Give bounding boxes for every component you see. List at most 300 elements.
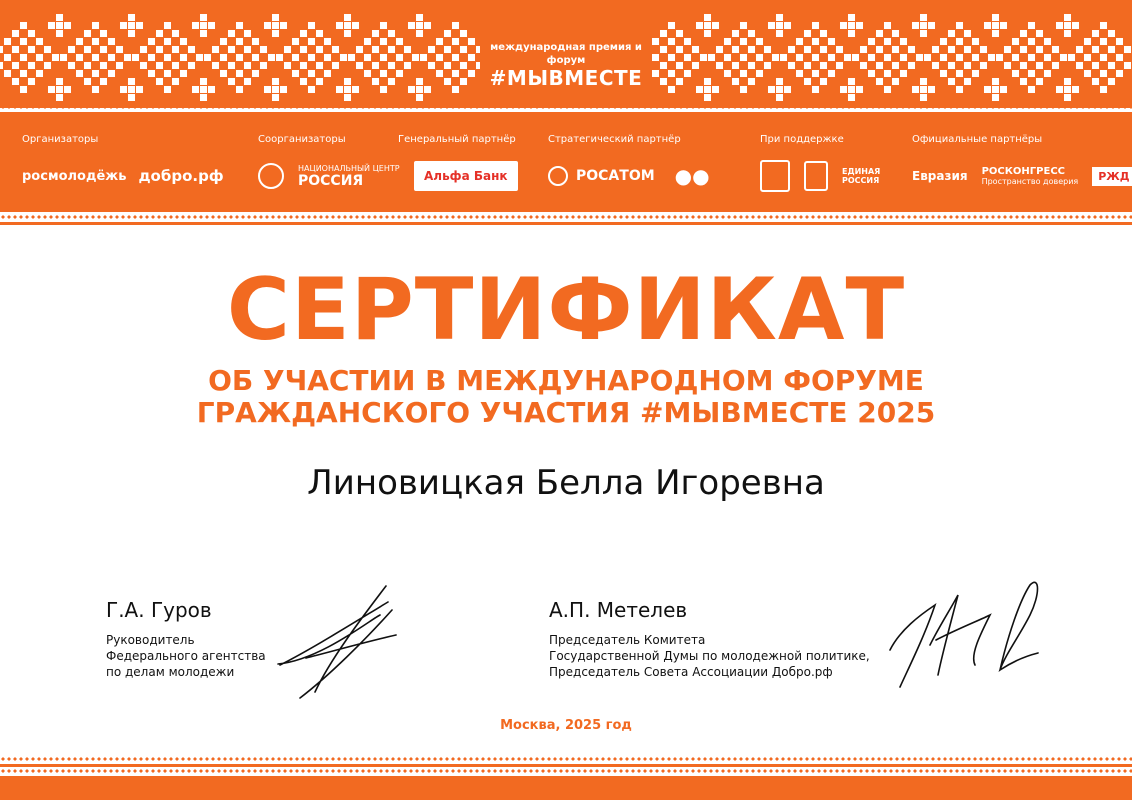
ornament-cell xyxy=(924,54,931,61)
brand-title: #МЫВМЕСТЕ xyxy=(489,66,643,90)
ornament-cell xyxy=(984,86,991,93)
ornament-cell xyxy=(308,86,315,93)
ornament-cell xyxy=(804,62,811,69)
ornament-cell xyxy=(36,70,43,77)
ornament-cell xyxy=(704,94,711,101)
ornament-cell xyxy=(180,54,187,61)
ornament-cell xyxy=(996,54,1003,61)
ornament-cell xyxy=(1012,38,1019,45)
ornament-cell xyxy=(912,86,919,93)
ornament-cell xyxy=(836,62,843,69)
ornament-cell xyxy=(172,62,179,69)
ornament-cell xyxy=(912,22,919,29)
ornament-cell xyxy=(416,78,423,85)
ornament-cell xyxy=(140,62,147,69)
ornament-cell xyxy=(300,62,307,69)
ornament-cell xyxy=(652,54,659,61)
middle-dot-strip xyxy=(0,214,1132,220)
ornament-cell xyxy=(948,78,955,85)
ornament-cell xyxy=(76,38,83,45)
ornament-cell xyxy=(1036,78,1043,85)
ornament-cell xyxy=(696,86,703,93)
ornament-cell xyxy=(284,62,291,69)
ornament-cell xyxy=(1108,62,1115,69)
ornament-cell xyxy=(992,22,999,29)
ornament-cell xyxy=(1084,70,1091,77)
ornament-cell xyxy=(316,46,323,53)
ornament-cell xyxy=(788,62,795,69)
ornament-cell xyxy=(776,30,783,37)
ornament-cell xyxy=(1076,46,1083,53)
ornament-cell xyxy=(344,22,351,29)
ornament-cell xyxy=(676,62,683,69)
ornament-cell xyxy=(404,62,411,69)
ornament-cell xyxy=(1036,46,1043,53)
ornament-cell xyxy=(380,70,387,77)
signer-right-name: А.П. Метелев xyxy=(549,598,688,622)
ornament-cell xyxy=(372,62,379,69)
ornament-cell xyxy=(668,70,675,77)
ornament-cell xyxy=(280,22,287,29)
ornament-cell xyxy=(408,22,415,29)
ornament-cell xyxy=(356,46,363,53)
signer-left-role-line: по делам молодежи xyxy=(106,665,235,679)
ornament-cell xyxy=(972,70,979,77)
ornament-cell xyxy=(416,94,423,101)
ornament-cell xyxy=(908,62,915,69)
ornament-cell xyxy=(344,78,351,85)
ornament-cell xyxy=(956,70,963,77)
ornament-cell xyxy=(928,22,935,29)
ornament-cell xyxy=(452,38,459,45)
national-center-label: НАЦИОНАЛЬНЫЙ ЦЕНТР xyxy=(298,163,400,173)
russia-label: РОССИЯ xyxy=(298,172,364,189)
ornament-cell xyxy=(984,22,991,29)
ornament-cell xyxy=(1100,86,1107,93)
ornament-cell xyxy=(92,54,99,61)
ornament-cell xyxy=(348,54,355,61)
ornament-cell xyxy=(28,30,35,37)
ornament-cell xyxy=(468,70,475,77)
ornament-cell xyxy=(1036,62,1043,69)
ornament-cell xyxy=(332,46,339,53)
dobro-rf-logo: добро.рф xyxy=(138,167,224,185)
ornament-cell xyxy=(956,38,963,45)
ornament-cell xyxy=(1004,62,1011,69)
ornament-cell xyxy=(208,22,215,29)
ornament-cell xyxy=(1012,54,1019,61)
ornament-cell xyxy=(884,86,891,93)
ornament-cell xyxy=(424,86,431,93)
ornament-cell xyxy=(1004,46,1011,53)
ornament-cell xyxy=(1064,22,1071,29)
ornament-cell xyxy=(992,30,999,37)
ornament-cell xyxy=(916,54,923,61)
ornament-cell xyxy=(128,14,135,21)
ornament-cell xyxy=(1000,86,1007,93)
ornament-cell xyxy=(956,54,963,61)
ornament-cell xyxy=(264,22,271,29)
ornament-cell xyxy=(1084,38,1091,45)
ornament-cell xyxy=(236,70,243,77)
ornament-cell xyxy=(756,54,763,61)
united-russia-logo: ЕДИНАЯ РОССИЯ xyxy=(842,167,881,185)
ornament-cell xyxy=(260,62,267,69)
ornament-cell xyxy=(344,14,351,21)
ornament-cell xyxy=(860,62,867,69)
ornament-cell xyxy=(352,86,359,93)
ornament-cell xyxy=(28,46,35,53)
ornament-cell xyxy=(940,38,947,45)
ornament-cell xyxy=(668,38,675,45)
ornament-cell xyxy=(380,86,387,93)
ornament-cell xyxy=(108,38,115,45)
ornament-cell xyxy=(44,62,51,69)
ornament-cell xyxy=(396,38,403,45)
ornament-cell xyxy=(200,14,207,21)
ornament-cell xyxy=(364,38,371,45)
ornament-cell xyxy=(740,86,747,93)
ornament-cell xyxy=(56,14,63,21)
ornament-cell xyxy=(756,70,763,77)
ornament-cell xyxy=(20,86,27,93)
ornament-cell xyxy=(920,78,927,85)
ornament-cell xyxy=(748,62,755,69)
certificate-title: СЕРТИФИКАТ xyxy=(226,260,906,360)
ornament-cell xyxy=(324,38,331,45)
ornament-cell xyxy=(0,46,3,53)
official-partners-title: Официальные партнёры xyxy=(912,134,1043,145)
ornament-cell xyxy=(4,70,11,77)
ornament-cell xyxy=(228,30,235,37)
ornament-cell xyxy=(404,46,411,53)
ornament-cell xyxy=(76,70,83,77)
ornament-cell xyxy=(460,78,467,85)
ornament-cell xyxy=(132,54,139,61)
ornament-cell xyxy=(344,86,351,93)
ornament-cell xyxy=(396,54,403,61)
ornament-cell xyxy=(140,46,147,53)
ornament-cell xyxy=(292,54,299,61)
ornament-cell xyxy=(776,94,783,101)
ornament-cell xyxy=(172,46,179,53)
ornament-cell xyxy=(76,54,83,61)
ornament-cell xyxy=(324,54,331,61)
ornament-cell xyxy=(1092,30,1099,37)
ornament-cell xyxy=(1028,22,1035,29)
ornament-cell xyxy=(1124,62,1131,69)
ornament-cell xyxy=(220,38,227,45)
ornament-cell xyxy=(164,54,171,61)
ornament-cell xyxy=(56,78,63,85)
ornament-cell xyxy=(1100,22,1107,29)
ornament-cell xyxy=(668,54,675,61)
ornament-cell xyxy=(92,38,99,45)
ornament-cell xyxy=(308,54,315,61)
ornament-cell xyxy=(68,46,75,53)
ornament-cell xyxy=(748,30,755,37)
support-title: При поддержке xyxy=(760,134,844,145)
ornament-cell xyxy=(828,54,835,61)
ornament-cell xyxy=(876,62,883,69)
ornament-cell xyxy=(332,62,339,69)
ornament-cell xyxy=(848,30,855,37)
ornament-cell xyxy=(1012,70,1019,77)
bottom-band xyxy=(0,776,1132,800)
general-partner-title: Генеральный партнёр xyxy=(398,134,516,145)
hse-emblem-icon xyxy=(258,163,284,189)
ornament-cell xyxy=(416,22,423,29)
ornament-cell xyxy=(788,46,795,53)
ornament-cell xyxy=(780,54,787,61)
signer-left-name: Г.А. Гуров xyxy=(106,598,212,622)
ornament-cell xyxy=(1068,54,1075,61)
ornament-cell xyxy=(1028,70,1035,77)
rosatom-icon xyxy=(548,166,568,186)
ornament-cell xyxy=(228,62,235,69)
ornament-cell xyxy=(388,30,395,37)
ornament-cell xyxy=(740,38,747,45)
ornament-cell xyxy=(56,22,63,29)
ornament-cell xyxy=(352,22,359,29)
ornament-cell xyxy=(48,22,55,29)
city-year: Москва, 2025 год xyxy=(500,718,632,733)
ornament-cell xyxy=(292,70,299,77)
ornament-cell xyxy=(712,86,719,93)
ornament-cell xyxy=(820,30,827,37)
ornament-cell xyxy=(908,46,915,53)
rosmolodezh-logo: росмолодёжь xyxy=(22,168,127,184)
ornament-cell xyxy=(804,46,811,53)
ornament-cell xyxy=(892,30,899,37)
ornament-cell xyxy=(868,54,875,61)
ornament-cell xyxy=(136,86,143,93)
ornament-cell xyxy=(660,46,667,53)
eurasia-logo: Евразия xyxy=(912,169,968,183)
roscongress-logo xyxy=(982,166,1079,186)
ornament-cell xyxy=(772,54,779,61)
ornament-cell xyxy=(1064,86,1071,93)
ornament-cell xyxy=(272,86,279,93)
ornament-cell xyxy=(276,54,283,61)
ornament-cell xyxy=(812,86,819,93)
ornament-cell xyxy=(380,22,387,29)
signature-right xyxy=(880,575,1050,695)
ornament-cell xyxy=(444,78,451,85)
ornament-cell xyxy=(124,54,131,61)
ornament-cell xyxy=(776,14,783,21)
ornament-cell xyxy=(732,62,739,69)
ornament-cell xyxy=(1100,38,1107,45)
ornament-cell xyxy=(4,38,11,45)
ornament-cell xyxy=(236,86,243,93)
ornament-cell xyxy=(452,86,459,93)
recipient-name: Линовицкая Белла Игоревна xyxy=(307,463,825,503)
ornament-cell xyxy=(1044,54,1051,61)
ornament-cell xyxy=(272,30,279,37)
ornament-cell xyxy=(992,78,999,85)
ornament-cell xyxy=(932,46,939,53)
organizers-title: Организаторы xyxy=(22,134,99,145)
ornament-cell xyxy=(164,70,171,77)
ornament-cell xyxy=(316,62,323,69)
ornament-cell xyxy=(452,54,459,61)
ornament-cell xyxy=(364,54,371,61)
ornament-cell xyxy=(128,22,135,29)
ornament-cell xyxy=(272,14,279,21)
ornament-cell xyxy=(428,62,435,69)
ornament-cell xyxy=(128,94,135,101)
ornament-cell xyxy=(408,86,415,93)
ornament-cell xyxy=(892,78,899,85)
ornament-cell xyxy=(84,46,91,53)
ornament-cell xyxy=(236,54,243,61)
ornament-cell xyxy=(380,38,387,45)
ornament-cell xyxy=(20,38,27,45)
ornament-cell xyxy=(708,54,715,61)
ornament-cell xyxy=(860,46,867,53)
ornament-cell xyxy=(776,22,783,29)
ornament-cell xyxy=(308,38,315,45)
ornament-cell xyxy=(828,38,835,45)
ornament-cell xyxy=(444,30,451,37)
signer-left-role-line: Федерального агентства xyxy=(106,649,266,663)
ornament-cell xyxy=(884,54,891,61)
ornament-cell xyxy=(920,22,927,29)
ornament-cell xyxy=(340,54,347,61)
russia-coat-of-arms-icon xyxy=(760,160,790,192)
ornament-cell xyxy=(920,14,927,21)
ornament-cell xyxy=(964,46,971,53)
ornament-cell xyxy=(56,86,63,93)
ornament-cell xyxy=(444,46,451,53)
ornament-cell xyxy=(848,94,855,101)
ornament-cell xyxy=(372,46,379,53)
ornament-cell xyxy=(1108,46,1115,53)
ornament-cell xyxy=(704,78,711,85)
ornament-cell xyxy=(460,62,467,69)
ornament-cell xyxy=(1076,62,1083,69)
ornament-cell xyxy=(252,38,259,45)
ornament-cell xyxy=(364,70,371,77)
ornament-cell xyxy=(724,54,731,61)
ornament-cell xyxy=(424,22,431,29)
ornament-cell xyxy=(1100,70,1107,77)
ornament-cell xyxy=(128,30,135,37)
ornament-cell xyxy=(12,62,19,69)
ornament-cell xyxy=(1064,78,1071,85)
ornament-cell xyxy=(828,70,835,77)
ornament-cell xyxy=(308,22,315,29)
bottom-dot-strip-2 xyxy=(0,768,1132,774)
ornament-cell xyxy=(768,22,775,29)
ornament-cell xyxy=(252,54,259,61)
ornament-cell xyxy=(316,78,323,85)
ornament-cell xyxy=(920,86,927,93)
ornament-cell xyxy=(436,54,443,61)
ornament-cell xyxy=(660,30,667,37)
ornament-cell xyxy=(28,78,35,85)
ornament-cell xyxy=(20,22,27,29)
certificate-subtitle-line2: ГРАЖДАНСКОГО УЧАСТИЯ #МЫВМЕСТЕ 2025 xyxy=(196,396,936,429)
ornament-cell xyxy=(724,70,731,77)
signer-right-role-line: Председатель Совета Ассоциации Добро.рф xyxy=(549,665,833,679)
ornament-cell xyxy=(200,30,207,37)
ornament-cell xyxy=(188,62,195,69)
ornament-cell xyxy=(452,22,459,29)
ornament-cell xyxy=(884,38,891,45)
ornament-cell xyxy=(840,86,847,93)
ornament-cell xyxy=(1020,62,1027,69)
ornament-cell xyxy=(1060,54,1067,61)
ornament-cell xyxy=(244,62,251,69)
ornament-cell xyxy=(100,78,107,85)
eighty-years-logo-icon: ●● xyxy=(674,164,710,188)
ornament-cell xyxy=(100,46,107,53)
ornament-cell xyxy=(148,70,155,77)
ornament-cell xyxy=(992,14,999,21)
ornament-cell xyxy=(416,14,423,21)
ornament-cell xyxy=(120,22,127,29)
ornament-cell xyxy=(740,54,747,61)
ornament-cell xyxy=(164,22,171,29)
ornament-cell xyxy=(668,22,675,29)
ornament-cell xyxy=(676,46,683,53)
moscow-coat-of-arms-icon xyxy=(804,161,828,191)
ornament-cell xyxy=(420,54,427,61)
ornament-cell xyxy=(1116,70,1123,77)
ornament-cell xyxy=(704,14,711,21)
ornament-cell xyxy=(1020,46,1027,53)
ornament-cell xyxy=(272,78,279,85)
ornament-cell xyxy=(716,46,723,53)
ornament-cell xyxy=(36,54,43,61)
ornament-cell xyxy=(732,78,739,85)
certificate-subtitle-line1: ОБ УЧАСТИИ В МЕЖДУНАРОДНОМ ФОРУМЕ xyxy=(208,364,924,397)
alfa-bank-logo: Альфа Банк xyxy=(414,161,518,191)
ornament-cell xyxy=(840,22,847,29)
ornament-cell xyxy=(856,22,863,29)
ornament-cell xyxy=(704,30,711,37)
ornament-cell xyxy=(948,46,955,53)
ornament-cell xyxy=(436,70,443,77)
ornament-cell xyxy=(1044,70,1051,77)
ornament-cell xyxy=(732,30,739,37)
ornament-cell xyxy=(236,22,243,29)
ornament-cell xyxy=(260,46,267,53)
ornament-cell xyxy=(724,38,731,45)
ornament-cell xyxy=(64,86,71,93)
ornament-cell xyxy=(116,46,123,53)
ornament-cell xyxy=(180,70,187,77)
ornament-cell xyxy=(940,70,947,77)
ornament-cell xyxy=(460,30,467,37)
ornament-cell xyxy=(748,46,755,53)
ornament-cell xyxy=(676,78,683,85)
ornament-cell xyxy=(4,54,11,61)
ornament-cell xyxy=(748,78,755,85)
rosatom-logo: РОСАТОМ xyxy=(576,168,655,184)
ornament-cell xyxy=(848,14,855,21)
ornament-cell xyxy=(316,30,323,37)
ornament-cell xyxy=(796,54,803,61)
ornament-cell xyxy=(136,22,143,29)
partners-band xyxy=(0,112,1132,212)
ornament-cell xyxy=(784,22,791,29)
ornament-cell xyxy=(292,38,299,45)
ornament-cell xyxy=(1036,30,1043,37)
ornament-cell xyxy=(972,38,979,45)
